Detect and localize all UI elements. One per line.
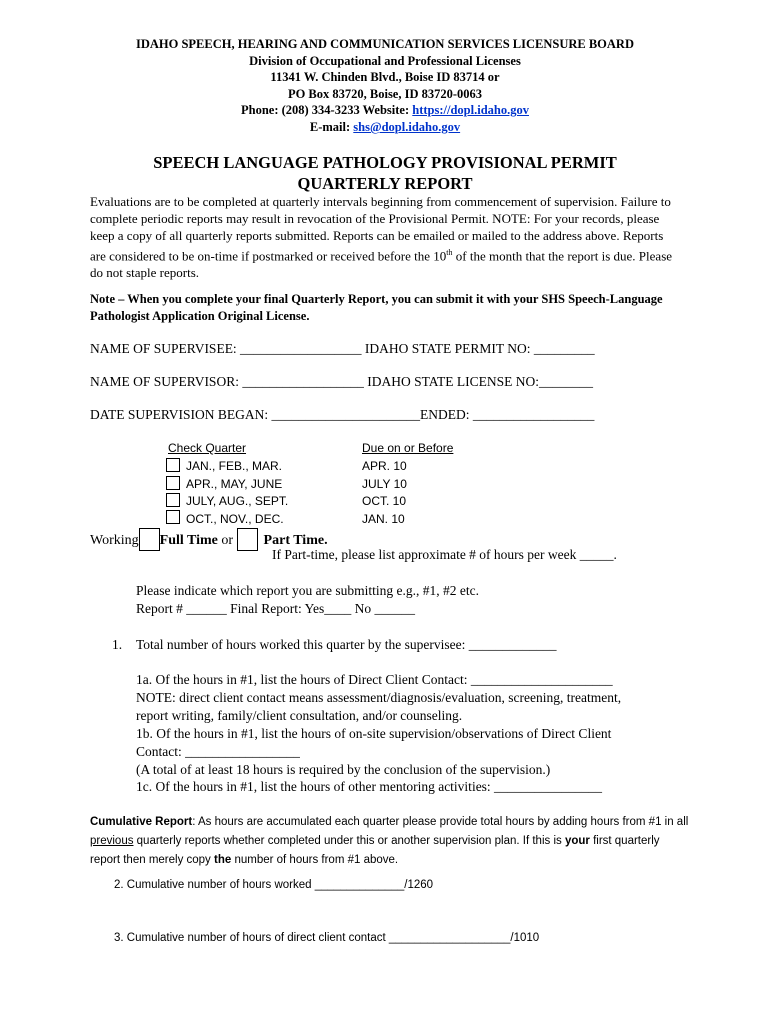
street-address: 11341 W. Chinden Blvd., Boise ID 83714 or (270, 70, 500, 85)
supervisor-field[interactable]: NAME OF SUPERVISOR: __________________ IDAHO STATE LICENSE NO:________ (90, 374, 593, 389)
cumulative-text-4: number of hours from #1 above. (231, 854, 399, 866)
direct-client-contact-field[interactable]: 1a. Of the hours in #1, list the hours of Direct Client Contact: _____________________ (136, 672, 613, 687)
cumulative-report-paragraph (90, 813, 690, 870)
report-number-field[interactable]: Report # ______ Final Report: Yes____ No ______ (136, 601, 416, 616)
report-indicate-text: Please indicate which report you are submitting e.g., #1, #2 etc. (136, 583, 480, 598)
your-bold: your (564, 835, 590, 847)
quarter-4-checkbox[interactable] (166, 510, 180, 524)
the-bold: the (214, 854, 232, 866)
direct-contact-note-line-2: report writing, family/client consultation, and/or counseling. (136, 708, 463, 723)
or-label: or (217, 533, 237, 548)
email-line (0, 119, 770, 136)
item-1-number: 1. (112, 637, 123, 652)
full-time-label: Full Time (159, 533, 218, 548)
intro-superscript: th (446, 248, 453, 257)
part-time-checkbox[interactable] (237, 528, 258, 551)
part-time-hours-field[interactable]: If Part-time, please list approximate # of hours per week _____. (272, 547, 617, 562)
website-link[interactable]: https://dopl.idaho.gov (412, 103, 529, 118)
quarter-2-due: JULY 10 (362, 477, 407, 491)
board-header (0, 36, 770, 136)
quarter-3-due: OCT. 10 (362, 494, 407, 508)
board-name: IDAHO SPEECH, HEARING AND COMMUNICATION SERVICES LICENSURE BOARD (135, 37, 634, 51)
onsite-supervision-field[interactable]: Contact: _________________ (136, 744, 300, 759)
intro-text-1: Evaluations are to be completed at quarterly intervals beginning from commencement of supervision. Failure to complete periodic reports may result in revocation of the Provisional Permit. NOTE: For your records, please keep a copy of all quarterly reports submitted. Reports can be emailed or mailed to the address above. Reports are considered to be on-time if postmarked or received before the 10 (90, 194, 671, 264)
phone-label: Phone: (208) 334-3233 Website: (240, 103, 413, 118)
cumulative-text-2: quarterly reports whether completed under this or another supervision plan. If this is (133, 835, 565, 847)
part-time-label: Part Time. (263, 533, 328, 548)
supervisee-field[interactable]: NAME OF SUPERVISEE: __________________ IDAHO STATE PERMIT NO: _________ (90, 341, 595, 356)
mentoring-activities-field[interactable]: 1c. Of the hours in #1, list the hours of other mentoring activities: ________________ (136, 779, 603, 794)
document-title (0, 152, 770, 194)
cumulative-hours-field[interactable]: 2. Cumulative number of hours worked ______________/1260 (114, 879, 434, 891)
cumulative-direct-contact-field[interactable]: 3. Cumulative number of hours of direct client contact ___________________/1010 (114, 932, 540, 944)
intro-paragraph (90, 193, 680, 281)
title-line-1: SPEECH LANGUAGE PATHOLOGY PROVISIONAL PERMIT (153, 153, 617, 172)
quarter-1-label: JAN., FEB., MAR. (186, 459, 283, 473)
quarter-3-label: JULY, AUG., SEPT. (186, 494, 289, 508)
supervision-requirement-note: (A total of at least 18 hours is required by the conclusion of the supervision.) (136, 762, 551, 777)
cumulative-report-label: Cumulative Report (90, 816, 193, 828)
po-box-address: PO Box 83720, Boise, ID 83720-0063 (287, 86, 483, 101)
due-date-header: Due on or Before (362, 441, 454, 455)
total-hours-field[interactable]: Total number of hours worked this quarter by the supervisee: _____________ (136, 637, 557, 652)
quarter-4-label: OCT., NOV., DEC. (186, 512, 284, 526)
onsite-supervision-line-1: 1b. Of the hours in #1, list the hours of on-site supervision/observations of Direct Client (136, 726, 612, 741)
title-line-2: QUARTERLY REPORT (297, 174, 473, 193)
quarter-2-checkbox[interactable] (166, 476, 180, 490)
quarter-3-checkbox[interactable] (166, 493, 180, 507)
quarter-4-due: JAN. 10 (362, 512, 405, 526)
cumulative-text-1: : As hours are accumulated each quarter please provide total hours by adding hours from #1 in all (192, 816, 689, 828)
division-name: Division of Occupational and Professional Licenses (249, 53, 521, 68)
quarter-1-checkbox[interactable] (166, 458, 180, 472)
email-label: E-mail: (309, 119, 354, 134)
working-label: Working (90, 533, 139, 548)
quarter-1-due: APR. 10 (362, 459, 407, 473)
direct-contact-note-line-1: NOTE: direct client contact means assessment/diagnosis/evaluation, screening, treatment, (136, 690, 622, 705)
phone-website-line (0, 102, 770, 119)
previous-underlined: previous (90, 835, 134, 847)
intro-text-2: of the month that the report is due. Please do not staple reports. (90, 248, 673, 281)
full-time-checkbox[interactable] (139, 528, 160, 551)
final-report-note: Note – When you complete your final Quarterly Report, you can submit it with your SHS Speech-Language Pathologist Application Original License. (90, 292, 663, 323)
cumulative-text-3: first quarterly report then merely copy (90, 835, 660, 866)
email-link[interactable]: shs@dopl.idaho.gov (353, 119, 461, 134)
check-quarter-header: Check Quarter (168, 441, 247, 455)
supervision-date-field[interactable]: DATE SUPERVISION BEGAN: ______________________ENDED: __________________ (90, 407, 595, 422)
quarter-2-label: APR., MAY, JUNE (186, 477, 283, 491)
